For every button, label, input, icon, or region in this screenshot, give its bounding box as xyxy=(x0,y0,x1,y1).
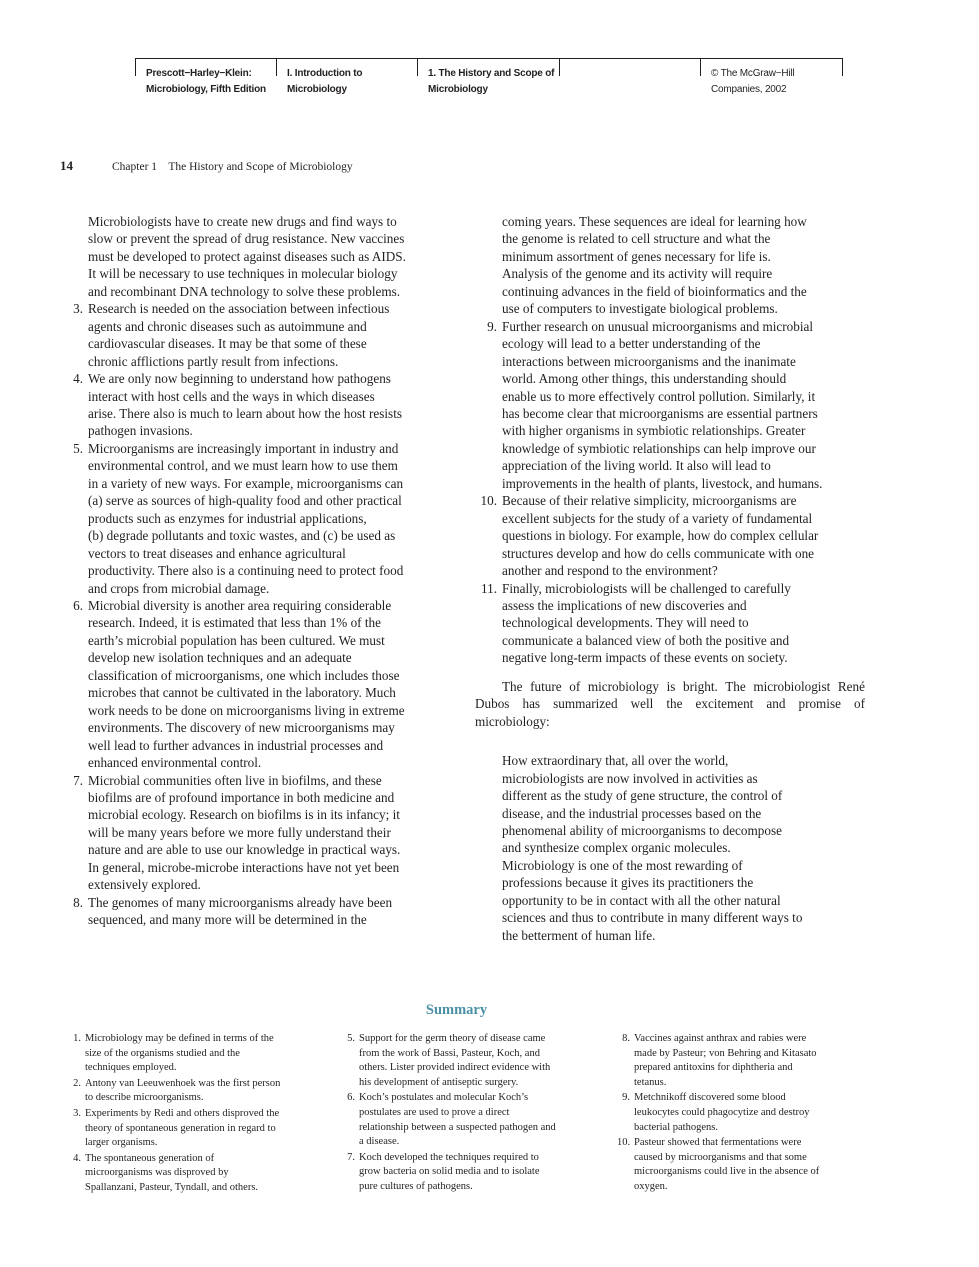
text-line: Further research on unusual microorganisms and microbial xyxy=(502,318,814,334)
summary-heading: Summary xyxy=(425,1002,488,1018)
text-line: Vaccines against anthrax and rabies were xyxy=(634,1033,807,1044)
text-line: biofilms are of profound importance in both medicine and xyxy=(88,789,395,805)
item-number: 6. xyxy=(73,597,83,613)
header-divider xyxy=(417,58,418,76)
summary-item xyxy=(617,1091,867,1135)
text-line: arise. There also is much to learn about how the host resists xyxy=(88,405,402,421)
text-line: products such as enzymes for industrial applications, xyxy=(88,510,367,526)
text-line: continuing advances in the field of bioinformatics and the xyxy=(502,283,807,299)
text-line: research. Indeed, it is estimated that less than 1% of the xyxy=(88,615,381,631)
text-line: another and respond to the environment? xyxy=(502,563,718,579)
text-line: a disease. xyxy=(359,1136,400,1148)
text-line: ecology will lead to a better understanding of the xyxy=(502,336,761,352)
running-head xyxy=(60,158,353,174)
item-number: 11. xyxy=(481,580,497,596)
header-rule xyxy=(135,58,843,59)
closing-paragraph: The future of microbiology is bright. The microbiologist René Dubos has summarized well the excitement and promise of microbiology: xyxy=(475,678,865,729)
item-number: 4. xyxy=(73,371,83,387)
item-number: 5. xyxy=(347,1033,355,1044)
text-line: It will be necessary to use techniques in molecular biology xyxy=(88,266,398,282)
text-line: and crops from microbial damage. xyxy=(88,580,270,596)
text-line: others. Lister provided indirect evidence with xyxy=(359,1062,551,1074)
numbered-list xyxy=(475,318,865,667)
text-line: the betterment of human life. xyxy=(502,927,656,943)
item-number: 9. xyxy=(487,318,497,334)
text-line: Research is needed on the association between infectious xyxy=(88,301,390,317)
header-divider xyxy=(276,58,277,76)
summary-item xyxy=(345,1091,605,1149)
text-line: enhanced environmental control. xyxy=(88,755,262,771)
text-line: enable us to more effectively control pollution. Similarly, it xyxy=(502,388,816,404)
text-line: from the work of Bassi, Pasteur, Koch, and xyxy=(359,1047,540,1059)
text-line: earth’s microbial population has been cultured. We must xyxy=(88,632,385,648)
text-line: agents and chronic diseases such as autoimmune and xyxy=(88,318,367,334)
text-line: pathogen invasions. xyxy=(88,423,193,439)
item-number: 3. xyxy=(73,1107,81,1119)
text-line: classification of microorganisms, one which includes those xyxy=(88,667,400,683)
text-line: and recombinant DNA technology to solve these problems. xyxy=(88,283,401,299)
text-line: In general, microbe-microbe interactions have not yet been xyxy=(88,859,400,875)
item-number: 7. xyxy=(347,1151,355,1163)
text-line: pure cultures of pathogens. xyxy=(359,1180,473,1192)
numbered-list xyxy=(61,300,453,928)
text-line: Microbiology may be defined in terms of the xyxy=(85,1033,274,1044)
list-item xyxy=(475,318,865,493)
text-line: tetanus. xyxy=(634,1076,667,1088)
text-line: size of the organisms studied and the xyxy=(85,1047,240,1059)
text-line: interact with host cells and the ways in which diseases xyxy=(88,388,375,404)
text-line: slow or prevent the spread of drug resistance. New vaccines xyxy=(88,231,405,247)
header-divider xyxy=(559,58,560,76)
header-book-title: Prescott−Harley−Klein: Microbiology, Fifth Edition xyxy=(146,68,266,95)
text-line: assess the implications of new discoveries and xyxy=(502,597,747,613)
text-line: with higher organisms in symbiotic relationships. Greater xyxy=(502,423,806,439)
text-line: work needs to be done on microorganisms living in extreme xyxy=(88,702,405,718)
text-line: phenomenal ability of microorganisms to decompose xyxy=(502,822,782,838)
text-line: extensively explored. xyxy=(88,877,201,893)
text-line: theory of spontaneous generation in regard to xyxy=(85,1122,276,1134)
text-line: microbiologists are now involved in activities as xyxy=(502,770,758,786)
text-line: prepared antitoxins for diphtheria and xyxy=(634,1062,793,1074)
text-line: negative long-term impacts of these events on society. xyxy=(502,650,788,666)
summary-item xyxy=(617,1032,867,1090)
text-line: different as the study of gene structure, the control of xyxy=(502,788,783,804)
text-line: vectors to treat diseases and enhance agricultural xyxy=(88,545,346,561)
list-item xyxy=(61,894,453,929)
text-line: Koch’s postulates and molecular Koch’s xyxy=(359,1092,529,1104)
text-line: made by Pasteur; von Behring and Kitasato xyxy=(634,1047,817,1059)
list-item xyxy=(61,300,453,370)
text-line: Antony van Leeuwenhoek was the first person xyxy=(85,1077,281,1089)
text-line: cardiovascular diseases. It may be that some of these xyxy=(88,336,367,352)
text-line: The spontaneous generation of xyxy=(85,1152,215,1164)
text-line: knowledge of symbiotic relationships can help improve our xyxy=(502,440,816,456)
summary-item xyxy=(71,1107,321,1151)
text-line: Microbiology is one of the most rewarding of xyxy=(502,857,743,873)
text-line: Support for the germ theory of disease came xyxy=(359,1033,546,1044)
summary-item xyxy=(71,1032,321,1076)
item-number: 5. xyxy=(73,440,83,456)
text-line: interactions between microorganisms and the inanimate xyxy=(502,353,796,369)
text-line: The genomes of many microorganisms already have been xyxy=(88,894,393,910)
text-line: Experiments by Redi and others disproved the xyxy=(85,1107,280,1119)
text-line: (b) degrade pollutants and toxic wastes, and (c) be used as xyxy=(88,528,396,544)
text-line: opportunity to be in contact with all the other natural xyxy=(502,892,781,908)
text-line: larger organisms. xyxy=(85,1137,158,1149)
list-item xyxy=(475,492,865,579)
text-line: (a) serve as sources of high-quality food and other practical xyxy=(88,493,402,509)
text-line: Koch developed the techniques required to xyxy=(359,1151,539,1163)
summary-column-2 xyxy=(345,1032,605,1196)
continued-paragraph xyxy=(61,213,453,300)
summary-item xyxy=(617,1136,867,1194)
summary-item xyxy=(345,1151,605,1195)
text-line: disease, and the industrial processes based on the xyxy=(502,805,762,821)
text-line: appreciation of the living world. It also will lead to xyxy=(502,458,771,474)
text-line: microorganisms could live in the absence of xyxy=(634,1166,820,1178)
header-divider xyxy=(700,58,701,76)
page-number: 14 xyxy=(60,158,73,173)
item-number: 7. xyxy=(73,772,83,788)
header-copyright: © The McGraw−Hill Companies, 2002 xyxy=(711,68,795,95)
running-head-title: Chapter 1 The History and Scope of Microbiology xyxy=(112,161,353,173)
text-line: Because of their relative simplicity, microorganisms are xyxy=(502,493,797,509)
list-item xyxy=(61,597,453,772)
item-number: 9. xyxy=(622,1092,630,1104)
text-line: oxygen. xyxy=(634,1180,668,1192)
text-line: minimum assortment of genes necessary for life is. xyxy=(502,248,771,264)
text-line: microbes that cannot be cultivated in the laboratory. Much xyxy=(88,685,396,701)
item-number: 10. xyxy=(617,1137,631,1149)
item-number: 2. xyxy=(73,1077,81,1089)
text-line: world. Among other things, this understanding should xyxy=(502,371,787,387)
text-line: will be many years before we more fully understand their xyxy=(88,824,391,840)
text-line: structures develop and how do cells communicate with one xyxy=(502,545,815,561)
text-line: questions in biology. For example, how do complex cellular xyxy=(502,528,819,544)
text-line: coming years. These sequences are ideal for learning how xyxy=(502,214,807,229)
text-line: Pasteur showed that fermentations were xyxy=(634,1137,802,1149)
text-line: has become clear that microorganisms are essential partners xyxy=(502,405,818,421)
text-line: environments. The discovery of new microorganisms may xyxy=(88,720,395,736)
dubos-quote xyxy=(475,752,865,944)
summary-item xyxy=(71,1152,321,1196)
text-line: and synthesize complex organic molecules. xyxy=(502,840,731,856)
text-line: postulates are used to prove a direct xyxy=(359,1106,510,1118)
text-line: well lead to further advances in industrial processes and xyxy=(88,737,384,753)
text-line: Metchnikoff discovered some blood xyxy=(634,1092,786,1104)
text-line: Microbial communities often live in biofilms, and these xyxy=(88,772,382,788)
item-number: 10. xyxy=(480,493,497,509)
item-number: 8. xyxy=(73,894,83,910)
item-number: 8. xyxy=(622,1033,630,1044)
text-line: Finally, microbiologists will be challenged to carefully xyxy=(502,580,791,596)
text-line: sciences and thus to contribute in many different ways to xyxy=(502,910,803,926)
list-item xyxy=(61,440,453,597)
item-number: 6. xyxy=(347,1092,355,1104)
text-line: technological developments. They will need to xyxy=(502,615,749,631)
text-line: his development of antiseptic surgery. xyxy=(359,1076,519,1088)
text-line: caused by microorganisms and that some xyxy=(634,1151,807,1163)
text-line: Spallanzani, Pasteur, Tyndall, and others. xyxy=(85,1181,259,1193)
list-item xyxy=(475,580,865,667)
text-line: productivity. There also is a continuing need to protect food xyxy=(88,563,404,579)
text-line: chronic afflictions partly result from infections. xyxy=(88,353,339,369)
text-line: How extraordinary that, all over the world, xyxy=(502,753,729,769)
text-line: microbial ecology. Research on biofilms is in its infancy; it xyxy=(88,807,400,823)
item-number: 4. xyxy=(73,1152,81,1164)
text-line: Microbial diversity is another area requiring considerable xyxy=(88,597,392,613)
text-line: develop new isolation techniques and an adequate xyxy=(88,650,352,666)
text-line: communicate a balanced view of both the positive and xyxy=(502,632,790,648)
header-divider xyxy=(842,58,843,76)
text-line: nature and are able to use our knowledge in practical ways. xyxy=(88,842,401,858)
continued-paragraph xyxy=(475,213,865,318)
item-number: 3. xyxy=(73,301,83,317)
text-line: use of computers to investigate biological problems. xyxy=(502,301,778,317)
text-line: must be developed to protect against diseases such as AIDS. xyxy=(88,248,406,264)
header-part-title: I. Introduction to Microbiology xyxy=(287,68,363,95)
text-line: We are only now beginning to understand how pathogens xyxy=(88,371,391,387)
summary-item xyxy=(345,1032,605,1090)
list-item xyxy=(61,370,453,440)
text-line: grow bacteria on solid media and to isolate xyxy=(359,1166,540,1178)
text-line: techniques employed. xyxy=(85,1062,177,1074)
text-line: excellent subjects for the study of a variety of fundamental xyxy=(502,510,813,526)
text-line: improvements in the health of plants, livestock, and humans. xyxy=(502,475,823,491)
text-line: professions because it gives its practitioners the xyxy=(502,875,754,891)
list-item xyxy=(61,772,453,894)
text-line: the genome is related to cell structure and what the xyxy=(502,231,771,247)
text-line: microorganisms was disproved by xyxy=(85,1167,229,1179)
text-line: relationship between a suspected pathogen and xyxy=(359,1121,556,1133)
right-text-column xyxy=(475,213,865,944)
text-line: in a variety of new ways. For example, microorganisms can xyxy=(88,475,404,491)
header-divider xyxy=(135,58,136,76)
left-text-column xyxy=(61,213,453,929)
text-line: Microbiologists have to create new drugs and find ways to xyxy=(88,214,397,229)
item-number: 1. xyxy=(73,1033,81,1044)
summary-item xyxy=(71,1077,321,1106)
text-line: Analysis of the genome and its activity will require xyxy=(502,266,773,282)
text-line: environmental control, and we must learn how to use them xyxy=(88,458,398,474)
header-chapter-title: 1. The History and Scope of Microbiology xyxy=(428,68,555,95)
text-line: bacterial pathogens. xyxy=(634,1121,718,1133)
summary-column-3 xyxy=(617,1032,867,1196)
text-line: sequenced, and many more will be determined in the xyxy=(88,912,367,928)
text-line: leukocytes could phagocytize and destroy xyxy=(634,1106,810,1118)
summary-column-1 xyxy=(71,1032,321,1197)
text-line: Microorganisms are increasingly important in industry and xyxy=(88,440,399,456)
text-line: to describe microorganisms. xyxy=(85,1092,204,1104)
